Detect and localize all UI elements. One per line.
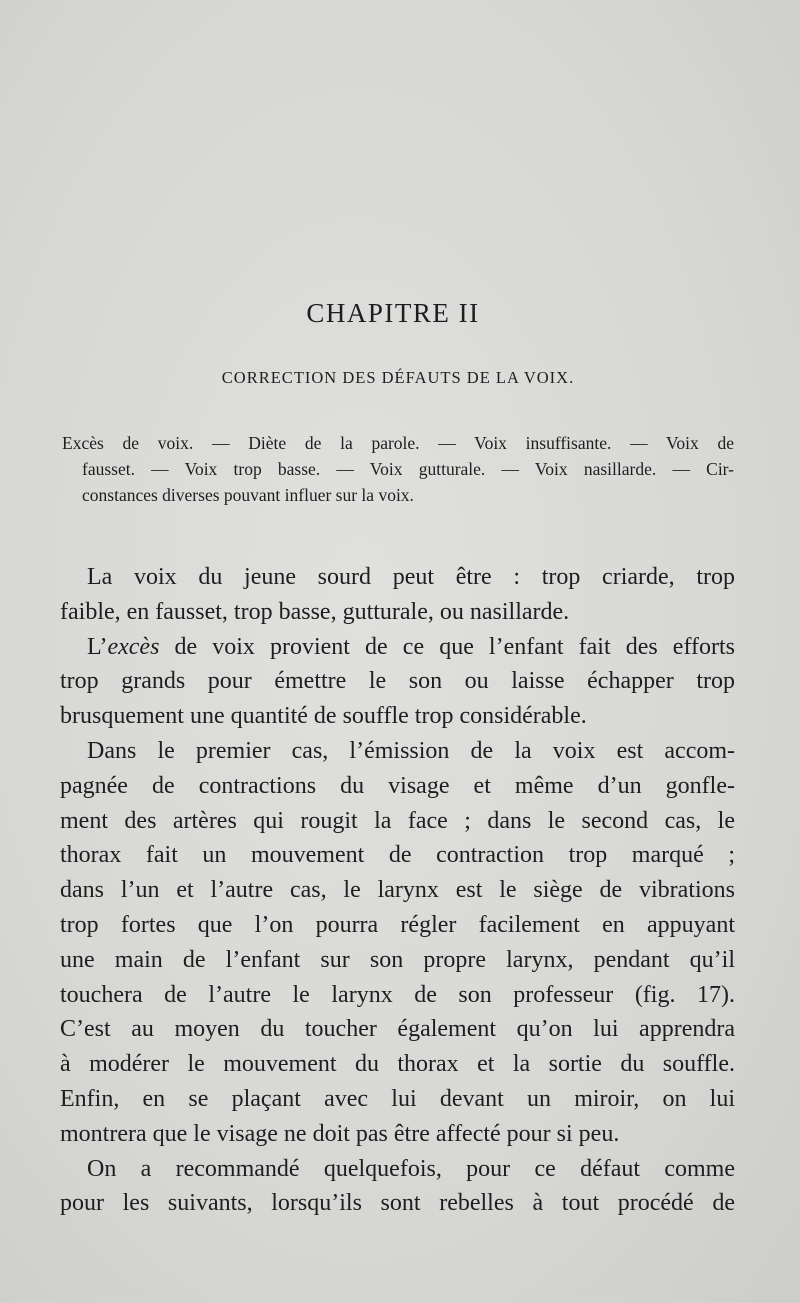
- text-line: pagnée de contractions du visage et même d’un gonfle-: [60, 772, 735, 799]
- text-line: Dans le premier cas, l’émission de la voix est accom-: [87, 737, 735, 764]
- text-line: ment des artères qui rougit la face ; dans le second cas, le: [60, 807, 735, 834]
- chapter-subtitle: CORRECTION DES DÉFAUTS DE LA VOIX.: [221, 368, 575, 387]
- text-line: La voix du jeune sourd peut être : trop criarde, trop: [87, 564, 735, 590]
- text-line: une main de l’enfant sur son propre larynx, pendant qu’il: [60, 946, 735, 973]
- text-line: dans l’un et l’autre cas, le larynx est le siège de vibrations: [60, 877, 735, 904]
- text-line: thorax fait un mouvement de contraction trop marqué ;: [60, 842, 735, 869]
- text-line: Enfin, en se plaçant avec lui devant un miroir, on lui: [60, 1085, 735, 1112]
- body-text: [60, 560, 735, 1221]
- text-line: montrera que le visage ne doit pas être affecté pour si peu.: [60, 1120, 620, 1147]
- text-line: touchera de l’autre le larynx de son professeur (fig. 17).: [60, 981, 735, 1008]
- summary-line: fausset. — Voix trop basse. — Voix gutturale. — Voix nasillarde. — Cir-: [82, 459, 734, 479]
- text-line: trop fortes que l’on pourra régler facilement en appuyant: [60, 911, 735, 938]
- text-line: C’est au moyen du toucher également qu’on lui apprendra: [60, 1016, 735, 1043]
- text-line: pour les suivants, lorsqu’ils sont rebelles à tout procédé de: [60, 1190, 735, 1217]
- summary-line: constances diverses pouvant influer sur la voix.: [82, 485, 414, 505]
- text-line: [60, 630, 735, 665]
- text-fragment: L’: [87, 633, 108, 660]
- chapter-summary: [62, 430, 734, 508]
- text-line: faible, en fausset, trop basse, gutturale, ou nasillarde.: [60, 598, 570, 625]
- text-line: trop grands pour émettre le son ou laisse échapper trop: [60, 668, 735, 695]
- italic-term: excès: [107, 633, 160, 660]
- text-line: à modérer le mouvement du thorax et la sortie du souffle.: [60, 1051, 735, 1078]
- text-line: On a recommandé quelquefois, pour ce défaut comme: [87, 1155, 735, 1182]
- chapter-title: CHAPITRE II: [306, 298, 480, 328]
- summary-line: Excès de voix. — Diète de la parole. — Voix insuffisante. — Voix de: [62, 433, 734, 453]
- text-fragment: de voix provient de ce que l’enfant fait des efforts: [159, 633, 735, 660]
- text-line: brusquement une quantité de souffle trop considérable.: [60, 703, 587, 730]
